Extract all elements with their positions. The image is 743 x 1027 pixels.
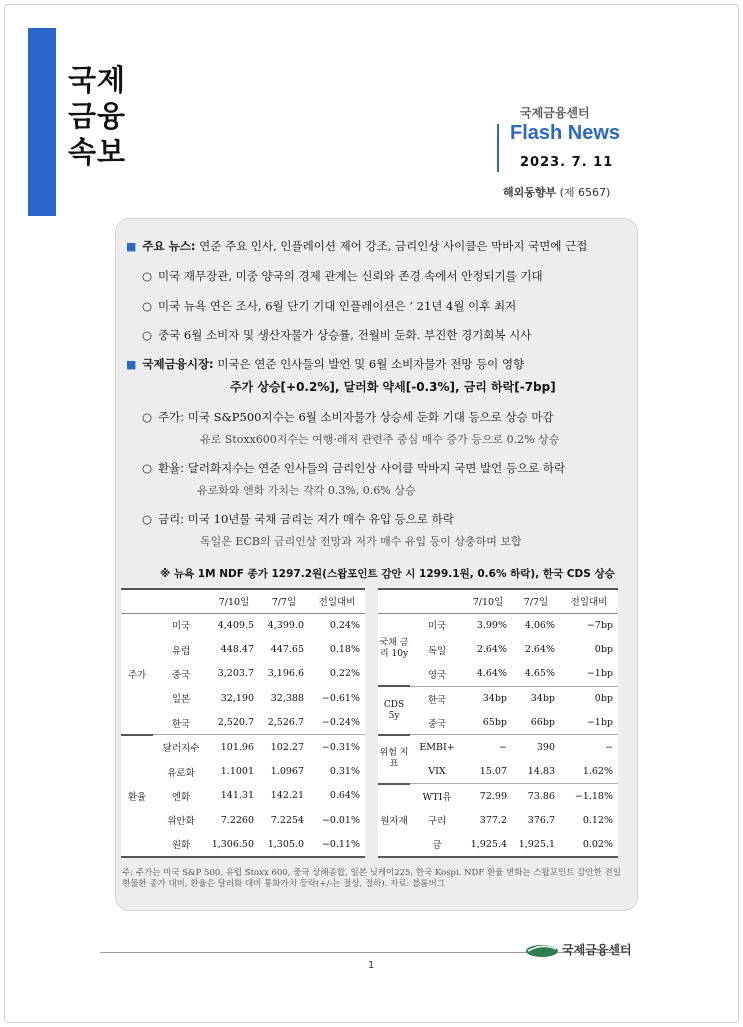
header-divider: [497, 124, 499, 172]
market-summary: 주가 상승[+0.2%], 달러화 약세[-0.3%], 금리 하락[-7bp]: [230, 380, 556, 394]
table-group-label: 위험 지표: [378, 735, 410, 784]
table-cell: WTI유: [410, 784, 464, 808]
footer-org: 국제금융센터: [562, 943, 632, 957]
table-cell: 3,203.7: [217, 668, 254, 680]
table-cell: 미국: [427, 621, 447, 633]
table-cell: 독일: [427, 645, 447, 657]
table-cell: 15.07: [479, 765, 507, 777]
rate-label: 금리:: [158, 512, 185, 526]
table-cell: 1,306.50: [209, 833, 259, 857]
table-cell: 0bp: [594, 644, 613, 656]
market-table-right: [378, 588, 618, 858]
circle-bullet-icon: ○: [142, 299, 153, 313]
table-cell: VIX: [428, 765, 446, 777]
table-cell: 4,399.0: [267, 619, 304, 631]
circle-bullet-icon: ○: [142, 269, 153, 283]
table-cell: 66bp: [530, 717, 555, 728]
table-cell: 1,925.4: [464, 833, 512, 857]
news-item: [142, 327, 531, 343]
table-cell: EMBI+: [410, 735, 464, 759]
table-header-row: [378, 589, 618, 613]
table-row: [378, 637, 618, 661]
table-cell: 중국: [427, 718, 447, 730]
table-cell: −1bp: [586, 717, 613, 728]
table-cell: 4.65%: [524, 668, 555, 680]
table-row: [378, 662, 618, 686]
logo-icon: [524, 941, 560, 959]
table-left-wrap: [121, 588, 365, 858]
market-headline: 미국은 연준 인사들의 발언 및 6월 소비자물가 전망 등이 영향: [217, 357, 525, 371]
rate-sub: 독일은 ECB의 금리인상 전망과 저가 매수 유입 등이 상충하며 보합: [200, 535, 522, 548]
table-cell: 65bp: [482, 717, 507, 728]
table-cell: 1.62%: [582, 765, 613, 777]
table-row: [121, 735, 365, 759]
table-header-cell: 전일대비: [560, 589, 618, 613]
table-cell: 1.1001: [220, 766, 254, 778]
dept-name: 해외동향부: [503, 186, 557, 199]
table-cell: 390: [512, 735, 560, 759]
table-cell: −0.01%: [321, 814, 360, 826]
table-row: [378, 711, 618, 735]
table-row: [378, 686, 618, 710]
table-cell: 4,409.5: [217, 619, 254, 631]
news-item-text: 미국 뉴욕 연은 조사, 6월 단기 기대 인플레이션은 ’ 21년 4월 이후 최저: [158, 299, 517, 313]
table-row: [121, 759, 365, 783]
title-line-2: 금융: [68, 99, 127, 133]
title-line-1: 국제: [68, 63, 127, 97]
table-cell: −0.11%: [309, 833, 365, 857]
table-row: [378, 833, 618, 857]
table-cell: 한국: [410, 686, 464, 710]
table-cell: 7.2260: [220, 814, 254, 826]
table-cell: −0.24%: [321, 717, 360, 728]
page-number: 1: [368, 960, 375, 971]
table-cell: 중국: [171, 669, 191, 681]
issue-number: (제 6567): [559, 186, 611, 199]
table-cell: −1bp: [586, 668, 613, 680]
table-cell: 영국: [427, 669, 447, 681]
table-cell: 2.64%: [524, 644, 555, 656]
market-headline-line: [126, 356, 524, 373]
table-cell: −1.18%: [560, 784, 618, 808]
table-cell: 0.02%: [560, 833, 618, 857]
table-group-label: 환율: [121, 735, 153, 857]
news-item-text: 미국 재무장관, 미중 양국의 경제 관계는 신뢰와 존경 속에서 안정되기를 기대: [158, 269, 543, 283]
header-org: 국제금융센터: [520, 106, 590, 120]
stock-text: 미국 S&P500지수는 6월 소비자물가 상승세 둔화 기대 등으로 상승 마감: [187, 410, 554, 424]
table-row: [121, 711, 365, 735]
stock-label: 주가:: [158, 410, 185, 424]
table-header-cell: [410, 589, 464, 613]
doc-title: [68, 62, 126, 170]
table-cell: 0.18%: [329, 644, 360, 656]
table-header-cell: 전일대비: [309, 589, 365, 613]
table-header-cell: 7/10일: [464, 589, 512, 613]
table-cell: 0.31%: [329, 766, 360, 778]
table-row: [121, 662, 365, 686]
table-cell: 34bp: [464, 686, 512, 710]
table-header-cell: 7/7일: [259, 589, 309, 613]
table-cell: 0bp: [560, 686, 618, 710]
table-cell: 2,526.7: [267, 717, 304, 728]
table-header-row: [121, 589, 365, 613]
circle-bullet-icon: ○: [142, 328, 153, 342]
table-cell: 142.21: [270, 790, 304, 802]
table-row: [378, 613, 618, 637]
table-cell: 1,925.1: [512, 833, 560, 857]
table-group-label: 원자재: [378, 784, 410, 857]
table-row: [121, 833, 365, 857]
table-cell: −: [560, 735, 618, 759]
rate-text: 미국 10년물 국채 금리는 저가 매수 유입 등으로 하락: [187, 512, 454, 526]
table-header-cell: [378, 589, 410, 613]
table-cell: 14.83: [527, 765, 555, 777]
table-cell: 377.2: [479, 814, 507, 826]
table-cell: 73.86: [512, 784, 560, 808]
news-item: [142, 268, 543, 284]
header-flash-news: Flash News: [510, 122, 621, 144]
circle-bullet-icon: ○: [142, 512, 153, 526]
table-row: [121, 784, 365, 808]
table-cell: 3,196.6: [267, 668, 304, 680]
fx-text: 달러화지수는 연준 인사들의 금리인상 사이클 막바지 국면 발언 등으로 하락: [187, 461, 566, 475]
title-accent-bar: [28, 28, 56, 216]
table-cell: 미국: [171, 621, 191, 633]
news-item: [142, 298, 516, 314]
table-row: [121, 637, 365, 661]
table-row: [378, 784, 618, 808]
table-row: [121, 808, 365, 832]
table-row: [378, 735, 618, 759]
table-row: [378, 808, 618, 832]
table-cell: 34bp: [512, 686, 560, 710]
table-header-cell: 7/7일: [512, 589, 560, 613]
table-cell: 0.12%: [582, 814, 613, 826]
table-cell: 원화: [153, 833, 209, 857]
table-cell: 0.24%: [329, 619, 360, 631]
table-cell: 달러지수: [153, 735, 209, 759]
table-cell: 101.96: [209, 735, 259, 759]
fx-sub: 유로화와 엔화 가치는 각각 0.3%, 0.6% 상승: [197, 484, 416, 497]
fx-line: [142, 460, 565, 476]
table-cell: 4.06%: [524, 619, 555, 631]
table-row: [121, 686, 365, 710]
table-cell: 엔화: [171, 791, 191, 803]
table-group-label: 국채 금리 10y: [378, 613, 410, 686]
table-cell: 32,388: [270, 692, 304, 704]
rate-line: [142, 511, 454, 527]
header-date: 2023. 7. 11: [520, 155, 614, 170]
fx-label: 환율:: [158, 461, 185, 475]
table-header-cell: [121, 589, 153, 613]
table-cell: 141.31: [220, 790, 254, 802]
news-label: 주요 뉴스:: [142, 239, 196, 253]
table-group-label: 주가: [121, 613, 153, 735]
table-cell: 72.99: [464, 784, 512, 808]
table-cell: 102.27: [259, 735, 309, 759]
table-right-wrap: [378, 588, 618, 858]
table-cell: 3.99%: [476, 619, 507, 631]
table-cell: 1,305.0: [259, 833, 309, 857]
table-cell: −: [464, 735, 512, 759]
circle-bullet-icon: ○: [142, 410, 153, 424]
table-cell: 4.64%: [476, 668, 507, 680]
table-cell: 2.64%: [476, 644, 507, 656]
table-cell: 유럽: [171, 645, 191, 657]
table-cell: 1.0967: [270, 766, 304, 778]
table-cell: 한국: [171, 718, 191, 730]
stock-line: [142, 409, 554, 425]
title-line-3: 속보: [68, 135, 127, 169]
table-header-cell: 7/10일: [209, 589, 259, 613]
news-item-text: 중국 6월 소비자 및 생산자물가 상승률, 전월비 둔화. 부진한 경기회복 시사: [158, 328, 532, 342]
table-cell: 유로화: [167, 767, 195, 779]
news-headline-line: [126, 238, 587, 255]
table-cell: −0.61%: [321, 692, 360, 704]
table-cell: 2,520.7: [217, 717, 254, 728]
table-row: [378, 759, 618, 783]
market-table-left: [121, 588, 365, 858]
table-cell: 32,190: [220, 692, 254, 704]
table-footnote: 주: 주가는 미국 S&P 500, 유럽 Stoxx 600, 중국 상해종합, 일본 닛케이225, 한국 Kospi. NDF 환율 변화는 스왑포인트 감안한 전일 현물환 종가 대비, 환율은 달러화 대비 통화가치 등락(+/-는 절상, 절하). 자료: 블룸버그: [122, 868, 621, 889]
news-headline: 연준 주요 인사, 인플레이션 제어 강조, 금리인상 사이클은 막바지 국면에 근접: [199, 239, 588, 253]
table-header-cell: [153, 589, 209, 613]
square-bullet-icon: ■: [126, 358, 137, 371]
table-cell: 0.64%: [329, 790, 360, 802]
table-cell: 위안화: [167, 816, 195, 828]
table-row: [121, 613, 365, 637]
table-cell: 일본: [171, 694, 191, 706]
table-cell: 376.7: [527, 814, 555, 826]
table-group-label: CDS 5y: [378, 686, 410, 735]
market-label: 국제금융시장:: [142, 357, 214, 371]
table-cell: 금: [410, 833, 464, 857]
square-bullet-icon: ■: [126, 240, 137, 253]
table-cell: 구리: [427, 816, 447, 828]
table-cell: 448.47: [220, 644, 254, 656]
header-dept: [503, 184, 610, 200]
table-cell: −0.31%: [309, 735, 365, 759]
circle-bullet-icon: ○: [142, 461, 153, 475]
stock-sub: 유로 Stoxx600지수는 여행·레저 관련주 중심 매수 증가 등으로 0.2% 상승: [200, 433, 560, 446]
table-cell: 0.22%: [329, 668, 360, 680]
table-cell: −7bp: [586, 619, 613, 631]
table-cell: 7.2254: [270, 814, 304, 826]
table-cell: 447.65: [270, 644, 304, 656]
ndf-note: ※ 뉴욕 1M NDF 종가 1297.2원(스왑포인트 감안 시 1299.1원, 0.6% 하락), 한국 CDS 상승: [160, 568, 615, 580]
